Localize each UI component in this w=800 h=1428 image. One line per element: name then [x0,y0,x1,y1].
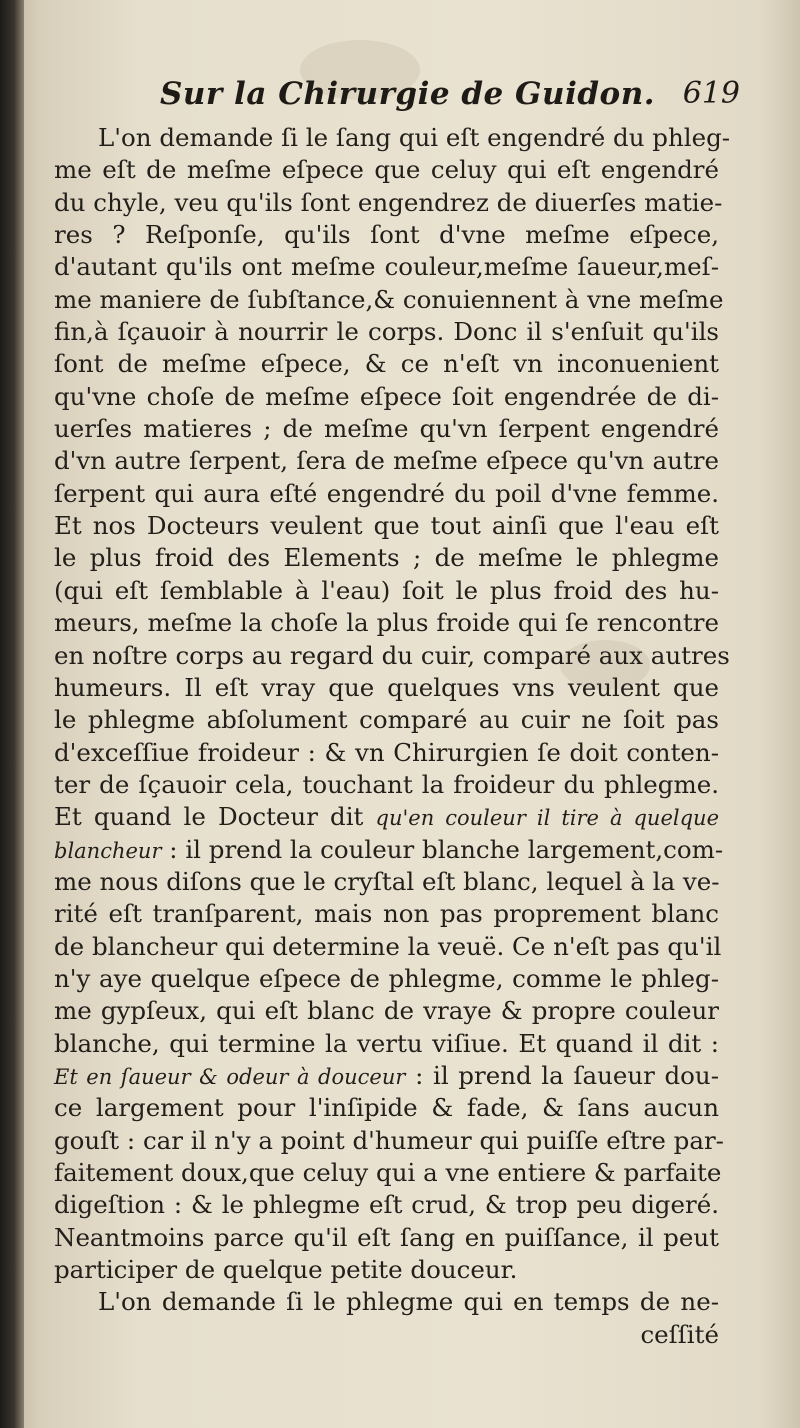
text-line: L'on demande ſi le ſang qui eſt engendré du phleg- [98,123,731,152]
text-line: participer de quelque petite douceur. [54,1255,518,1285]
text-line: (qui eſt ſemblable à l'eau) ſoit le plus froid des hu- [54,575,719,605]
text-segment: : il prend la ſaueur dou- [405,1060,719,1090]
text-line: en noſtre corps au regard du cuir, comparé aux autres [54,640,730,670]
text-line: rité eſt tranſparent, mais non pas proprement blanc [54,899,719,929]
italic-quote: qu'en couleur il tire à quelque [375,806,719,831]
text-line: de blancheur qui determine la veuë. Ce n'eſt pas qu'il [54,931,722,961]
text-line: faitement doux,que celuy qui a vne entiere & parfaite [54,1158,722,1187]
text-line: d'exceſſiue froideur : & vn Chirurgien ſe doit conten- [54,737,719,767]
text-line: me nous diſons que le cryſtal eſt blanc, lequel à la ve- [54,866,720,896]
text-line: ce largement pour l'inſipide & fade, & ſans aucun [54,1093,719,1123]
body-text [54,122,731,1351]
text-line-with-quote [54,801,719,833]
text-line: ter de ſçauoir cela, touchant la froideur du phlegme. [54,769,719,799]
italic-quote: Et en ſaueur & odeur à douceur [54,1064,406,1089]
text-line: res ? Reſponſe, qu'ils ſont d'vne meſme eſpece, [54,220,719,250]
text-line: le phlegme abſolument comparé au cuir ne ſoit pas [54,705,719,735]
text-line: d'autant qu'ils ont meſme couleur,meſme ſaueur,meſ- [54,252,719,282]
text-line: digeſtion : & le phlegme eſt crud, & trop peu digeré. [54,1190,719,1220]
text-line-with-quote [54,834,724,866]
text-line: ſerpent qui aura eſté engendré du poil d'vne femme. [54,478,719,508]
text-line: Neantmoins parce qu'il eſt ſang en puiſſance, il peut [54,1222,719,1252]
text-line: me maniere de ſubſtance,& conuiennent à vne meſme [54,284,724,314]
text-segment: Et quand le Docteur dit [54,802,376,832]
text-line: le plus froid des Elements ; de meſme le phlegme [54,543,719,573]
page-number: 619 [682,76,740,111]
text-segment: : il prend la couleur blanche largement,com- [161,834,724,864]
text-line: blanche, qui termine la vertu viſiue. Et quand il dit : [54,1028,719,1058]
text-line: du chyle, veu qu'ils ſont engendrez de diuerſes matie- [54,187,723,217]
text-line: fin,à ſçauoir à nourrir le corps. Donc il s'enſuit qu'ils [54,317,719,347]
text-line: gouſt : car il n'y a point d'humeur qui puiſſe eſtre par- [54,1125,724,1155]
text-line: humeurs. Il eſt vray que quelques vns veulent que [54,672,719,702]
text-line: uerſes matieres ; de meſme qu'vn ſerpent engendré [54,414,719,444]
catchword-line: ceſſité [640,1319,719,1349]
text-line: me gypſeux, qui eſt blanc de vraye & propre couleur [54,996,719,1026]
text-line: qu'vne choſe de meſme eſpece ſoit engendrée de di- [54,381,719,411]
text-line: d'vn autre ſerpent, ſera de meſme eſpece qu'vn autre [54,446,719,476]
text-line: me eſt de meſme eſpece que celuy qui eſt engendré [54,155,719,185]
book-binding-edge [0,0,24,1428]
text-line: Et nos Docteurs veulent que tout ainſi que l'eau eſt [54,511,719,541]
page-header [60,74,760,118]
text-line: L'on demande ſi le phlegme qui en temps de ne- [98,1287,719,1317]
text-line-with-quote [54,1060,719,1092]
text-line: n'y aye quelque eſpece de phlegme, comme le phleg- [54,963,719,993]
italic-quote: blancheur [54,838,162,863]
running-title: Sur la Chirurgie de Guidon. [160,76,656,112]
text-line: meurs, meſme la choſe la plus froide qui ſe rencontre [54,608,719,638]
text-line: ſont de meſme eſpece, & ce n'eſt vn inconuenient [54,349,719,379]
